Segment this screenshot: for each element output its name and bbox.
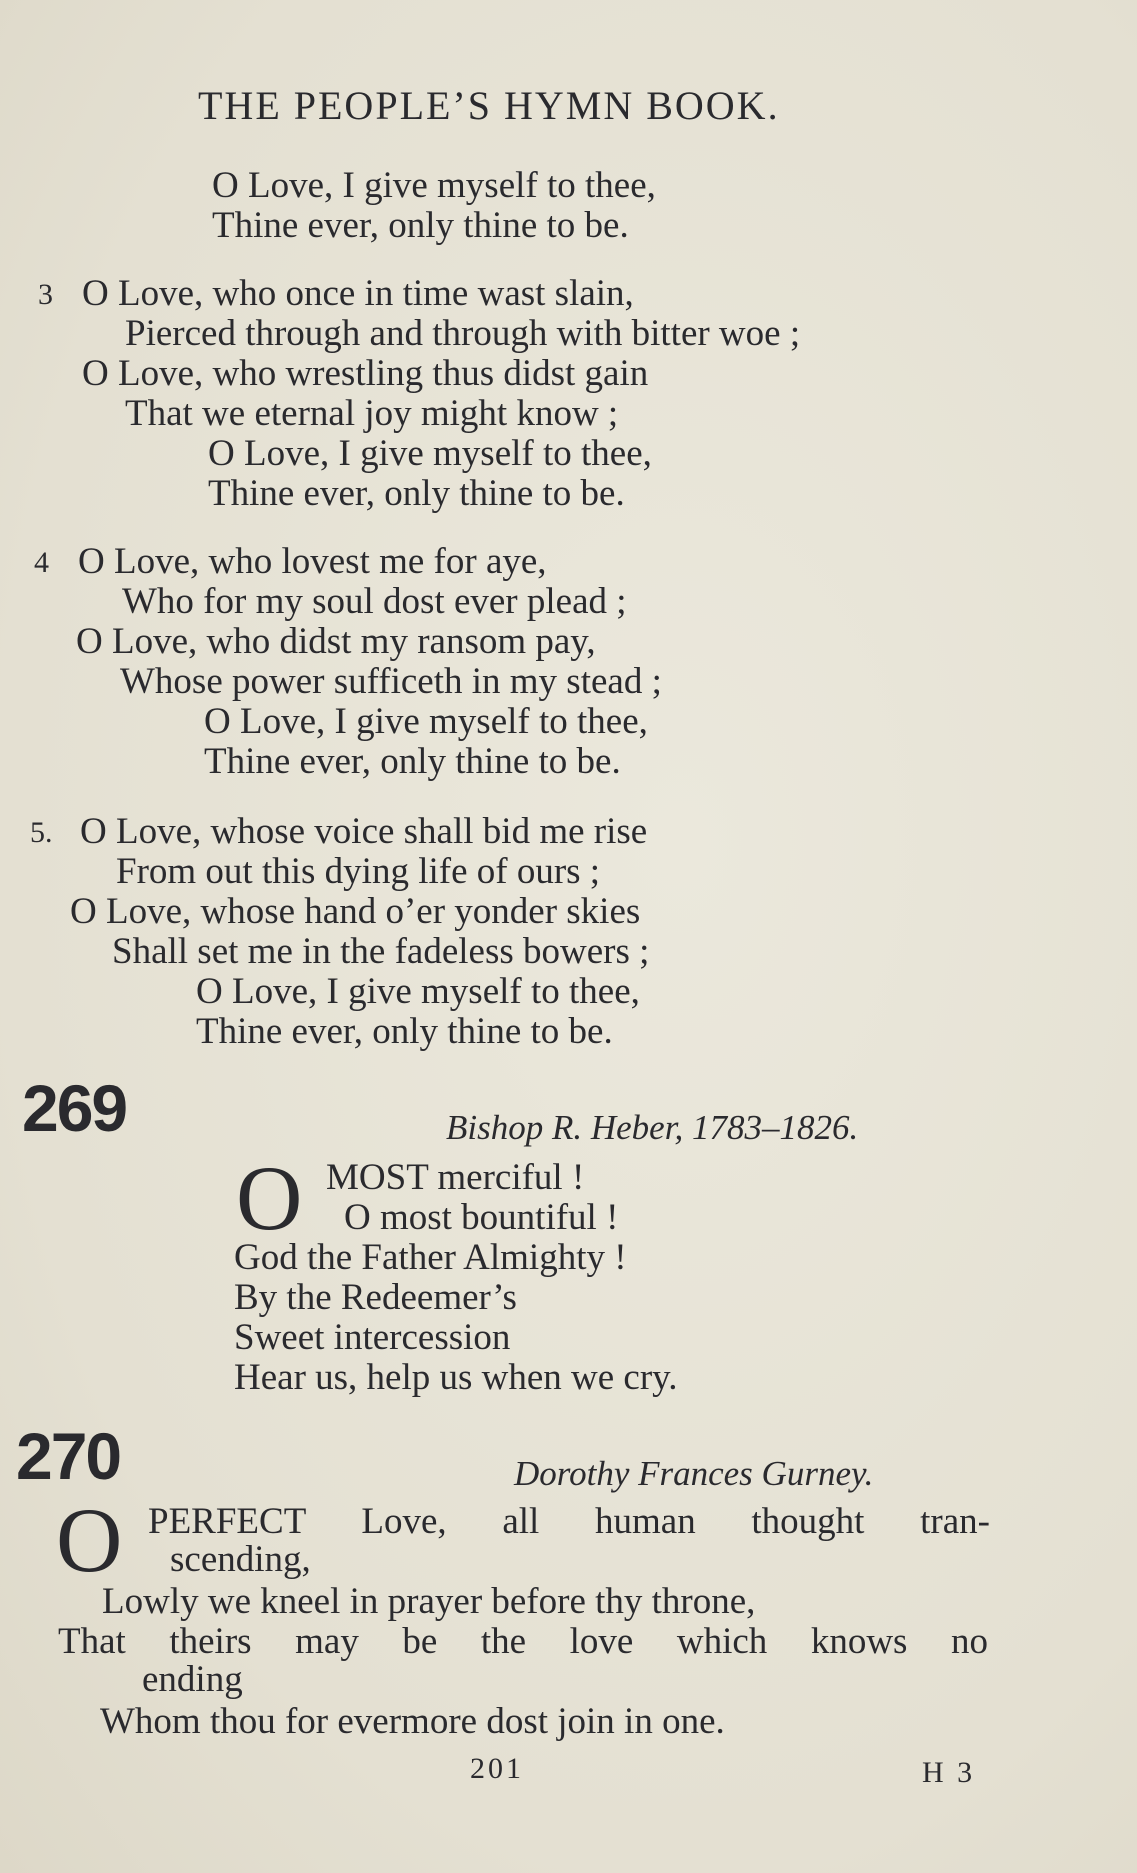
verse-line: O Love, who didst my ransom pay, (76, 621, 596, 662)
hymn-line: Sweet intercession (234, 1317, 511, 1358)
hymn-number: 269 (22, 1071, 127, 1145)
hymn-line: PERFECT Love, all human thought tran- (148, 1501, 990, 1542)
verse-line: Shall set me in the fadeless bowers ; (112, 931, 650, 972)
verse-line: From out this dying life of ours ; (116, 851, 601, 892)
refrain-line: O Love, I give myself to thee, (212, 165, 656, 206)
refrain-line: Thine ever, only thine to be. (212, 205, 629, 246)
refrain-line: Thine ever, only thine to be. (196, 1011, 613, 1052)
verse-line: Whose power sufficeth in my stead ; (120, 661, 662, 702)
hymn-line: Whom thou for evermore dost join in one. (100, 1701, 725, 1742)
running-header: THE PEOPLE’S HYMN BOOK. (198, 83, 780, 128)
hymn-line: God the Father Almighty ! (234, 1237, 627, 1278)
refrain-line: Thine ever, only thine to be. (208, 473, 625, 514)
hymn-author: Bishop R. Heber, 1783–1826. (446, 1108, 859, 1147)
signature-mark: H 3 (922, 1756, 976, 1789)
verse-number: 3 (38, 278, 53, 311)
hymn-author: Dorothy Frances Gurney. (514, 1454, 874, 1493)
verse-line: O Love, who wrestling thus didst gain (82, 353, 649, 394)
verse-line: That we eternal joy might know ; (125, 393, 619, 434)
page-number: 201 (470, 1752, 524, 1785)
refrain-line: O Love, I give myself to thee, (196, 971, 640, 1012)
hymn-line: scending, (170, 1539, 311, 1580)
verse-line: O Love, who lovest me for aye, (78, 541, 547, 582)
hymn-line: O most bountiful ! (344, 1197, 619, 1238)
refrain-line: O Love, I give myself to thee, (204, 701, 648, 742)
drop-cap: O (56, 1489, 123, 1591)
hymn-line: MOST merciful ! (326, 1157, 585, 1198)
hymn-line: Lowly we kneel in prayer before thy throne, (102, 1581, 756, 1622)
verse-number: 5. (30, 816, 53, 849)
hymn-line: By the Redeemer’s (234, 1277, 517, 1318)
drop-cap: O (236, 1147, 303, 1249)
verse-line: Who for my soul dost ever plead ; (122, 581, 627, 622)
hymn-number: 270 (16, 1419, 121, 1493)
hymn-line: ending (142, 1659, 243, 1700)
verse-line: O Love, whose hand o’er yonder skies (70, 891, 641, 932)
verse-line: Pierced through and through with bitter woe ; (125, 313, 801, 354)
hymn-line: Hear us, help us when we cry. (234, 1357, 678, 1398)
verse-number: 4 (34, 546, 49, 579)
refrain-line: Thine ever, only thine to be. (204, 741, 621, 782)
hymn-line: That theirs may be the love which knows no (58, 1621, 988, 1662)
verse-line: O Love, who once in time wast slain, (82, 273, 634, 314)
refrain-line: O Love, I give myself to thee, (208, 433, 652, 474)
verse-line: O Love, whose voice shall bid me rise (80, 811, 648, 852)
